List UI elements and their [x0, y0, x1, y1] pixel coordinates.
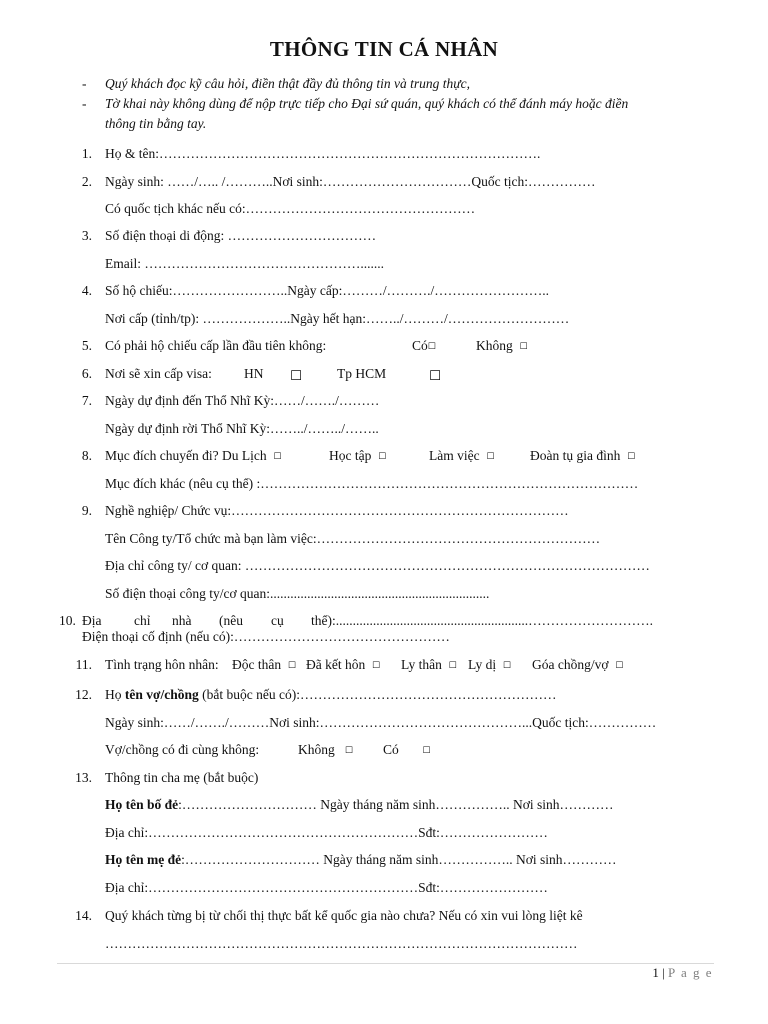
option-label: Không: [298, 742, 335, 757]
checkbox-icon[interactable]: ☐: [519, 342, 528, 352]
purpose-work-option[interactable]: [429, 447, 494, 466]
option-label: Có: [383, 742, 399, 757]
marital-widowed-option[interactable]: [532, 656, 623, 675]
option-label: Không: [476, 338, 513, 353]
instruction-note-2: [82, 94, 722, 134]
checkbox-icon[interactable]: ☐: [486, 452, 495, 462]
marital-status-label: Tình trạng hôn nhân:: [105, 657, 219, 672]
item-number: 6.: [81, 366, 92, 381]
checkbox-icon[interactable]: ☐: [344, 746, 353, 756]
item-number: 12.: [75, 687, 92, 702]
bullet-dash: -: [82, 96, 87, 111]
arrival-date-field[interactable]: Ngày dự định đến Thổ Nhĩ Kỳ:……/……./………: [105, 393, 380, 408]
page-number: 1: [652, 965, 659, 980]
checkbox-icon[interactable]: ☐: [448, 661, 457, 671]
visa-place-hn-label: HN: [244, 366, 264, 381]
mother-info-field[interactable]: [105, 851, 616, 868]
option-label: Đã kết hôn: [306, 657, 366, 672]
home-address-word: Địa: [82, 613, 102, 628]
item-number: 14.: [75, 908, 92, 923]
purpose-study-option[interactable]: [329, 447, 386, 466]
mobile-phone-field[interactable]: Số điện thoại di động: ……………………………: [105, 228, 377, 243]
landline-phone-field[interactable]: Điện thoại cố định (nếu có):…………………………………………: [82, 629, 450, 644]
item-number: 9.: [81, 503, 92, 518]
option-label: Ly thân: [401, 657, 442, 672]
item-number: 4.: [81, 283, 92, 298]
page-title: THÔNG TIN CÁ NHÂN: [269, 37, 499, 61]
label-bold: Họ tên mẹ đẻ: [105, 852, 182, 867]
label-text: :………………………… Ngày tháng năm sinh…………….. Nơi sinh…………: [178, 797, 614, 812]
footer-divider: [57, 963, 714, 964]
checkbox-icon[interactable]: ☐: [502, 661, 511, 671]
home-address-word: cụ: [271, 613, 284, 628]
checkbox-icon[interactable]: ☐: [371, 661, 381, 671]
other-nationality-field[interactable]: Có quốc tịch khác nếu có:……………………………………………: [105, 201, 476, 216]
item-number: 11.: [75, 657, 92, 672]
departure-date-field[interactable]: Ngày dự định rời Thổ Nhĩ Kỳ:……../……../……..: [105, 421, 379, 436]
page-footer: [652, 965, 713, 981]
father-address-field[interactable]: Địa chỉ:……………………………………………………Sđt:……………………: [105, 825, 548, 840]
item-number: 5.: [81, 338, 92, 353]
purpose-tourism-option[interactable]: [105, 447, 281, 466]
visa-place-hcm-label: Tp HCM: [337, 366, 387, 381]
mother-address-field[interactable]: Địa chỉ:……………………………………………………Sđt:……………………: [105, 880, 548, 895]
checkbox-icon[interactable]: ☐: [287, 661, 296, 671]
other-purpose-field[interactable]: Mục đích khác (nêu cụ thể) :…………………………………………………………………………: [105, 476, 639, 491]
checkbox-icon[interactable]: ☐: [627, 452, 636, 462]
checkbox-icon[interactable]: ☐: [615, 661, 624, 671]
passport-number-field[interactable]: Số hộ chiếu:……………………..Ngày cấp:………/………./……………………..: [105, 283, 549, 298]
option-label: Có: [412, 338, 428, 353]
note-text: Quý khách đọc kỹ câu hỏi, điền thật đầy đủ thông tin và trung thực,: [105, 76, 471, 91]
marital-separated-option[interactable]: [401, 656, 457, 675]
footer-separator: |: [658, 965, 668, 980]
spouse-name-field[interactable]: [105, 686, 556, 703]
checkbox-icon[interactable]: ☐: [429, 368, 442, 384]
first-passport-yes-option[interactable]: [412, 337, 436, 356]
label-text: Họ: [105, 687, 125, 702]
checkbox-icon[interactable]: ☐: [422, 746, 431, 756]
label-bold: Họ tên bố đẻ: [105, 797, 179, 812]
option-label: Ly dị: [468, 657, 497, 672]
option-label: Làm việc: [429, 448, 480, 463]
bullet-dash: -: [82, 76, 87, 91]
item-number: 7.: [81, 393, 92, 408]
item-number: 2.: [81, 174, 92, 189]
checkbox-icon[interactable]: ☐: [290, 368, 303, 384]
spouse-travel-no-option[interactable]: [298, 741, 353, 760]
first-passport-no-option[interactable]: [476, 337, 528, 356]
item-number: 1.: [81, 146, 92, 161]
instruction-note-1: [82, 74, 722, 94]
option-label: Góa chồng/vợ: [532, 657, 609, 672]
passport-issue-place-field[interactable]: Nơi cấp (tỉnh/tp): ………………..Ngày hết hạn:……../………/………………………: [105, 311, 570, 326]
note-text: Tờ khai này không dùng để nộp trực tiếp cho Đại sứ quán, quý khách có thể đánh máy hoặc điền: [105, 96, 629, 111]
option-label: Độc thân: [232, 657, 282, 672]
spouse-travel-question: Vợ/chồng có đi cùng không:: [105, 742, 260, 757]
item-number: 10.: [59, 613, 76, 628]
checkbox-icon[interactable]: ☐: [427, 342, 436, 352]
visa-refusal-question: Quý khách từng bị từ chối thị thực bất kể quốc gia nào chưa? Nếu có xin vui lòng liệt kê: [105, 908, 583, 923]
option-label: Đoàn tụ gia đình: [530, 448, 621, 463]
label-bold: tên vợ/chồng: [124, 687, 199, 702]
birth-info-field[interactable]: Ngày sinh: ……/….. /………..Nơi sinh:……………………………Quốc tịch:……………: [105, 174, 596, 189]
label-text: (bắt buộc nếu có):…………………………………………………: [198, 687, 557, 702]
home-address-word: nhà: [172, 613, 192, 628]
email-field[interactable]: Email: ………………………………………….......: [105, 256, 384, 271]
checkbox-icon[interactable]: ☐: [378, 452, 387, 462]
note-text-cont: thông tin bằng tay.: [105, 116, 207, 131]
spouse-birth-field[interactable]: Ngày sinh:……/……./………Nơi sinh:………………………………………...Quốc tịch:……………: [105, 715, 657, 730]
visa-place-question: Nơi sẽ xin cấp visa:: [105, 366, 212, 381]
full-name-field[interactable]: Họ & tên:………………………………………………………………………….: [105, 146, 541, 161]
company-phone-field[interactable]: Số điện thoại công ty/cơ quan:.................................................................: [105, 586, 490, 601]
home-address-word: (nêu: [219, 613, 243, 628]
first-passport-question: Có phải hộ chiếu cấp lần đầu tiên không:: [105, 338, 327, 353]
item-number: 13.: [75, 770, 92, 785]
purpose-family-option[interactable]: [530, 447, 635, 466]
option-label: Mục đích chuyến đi? Du Lịch: [105, 448, 267, 463]
item-number: 8.: [81, 448, 92, 463]
marital-single-option[interactable]: [232, 656, 296, 675]
visa-refusal-field[interactable]: ……………………………………………………………………………………………: [105, 936, 578, 951]
home-address-field[interactable]: thể):.........................................................……………………….: [311, 613, 653, 628]
label-text: :………………………… Ngày tháng năm sinh…………….. Nơi sinh…………: [181, 852, 617, 867]
father-info-field[interactable]: [105, 796, 614, 813]
parents-info-heading: Thông tin cha mẹ (bắt buộc): [105, 770, 259, 785]
company-name-field[interactable]: Tên Công ty/Tổ chức mà bạn làm việc:………………………………………………………: [105, 531, 601, 546]
page-word: P a g e: [667, 965, 713, 980]
company-address-field[interactable]: Địa chỉ công ty/ cơ quan: ………………………………………………………………………………: [105, 558, 650, 573]
checkbox-icon[interactable]: ☐: [273, 452, 282, 462]
occupation-field[interactable]: Nghề nghiệp/ Chức vụ:…………………………………………………………………: [105, 503, 569, 518]
item-number: 3.: [81, 228, 92, 243]
option-label: Học tập: [329, 448, 372, 463]
spouse-travel-yes-option[interactable]: [383, 741, 430, 760]
marital-married-option[interactable]: [306, 656, 380, 675]
home-address-word: chỉ: [134, 613, 151, 628]
marital-divorced-option[interactable]: [468, 656, 511, 675]
